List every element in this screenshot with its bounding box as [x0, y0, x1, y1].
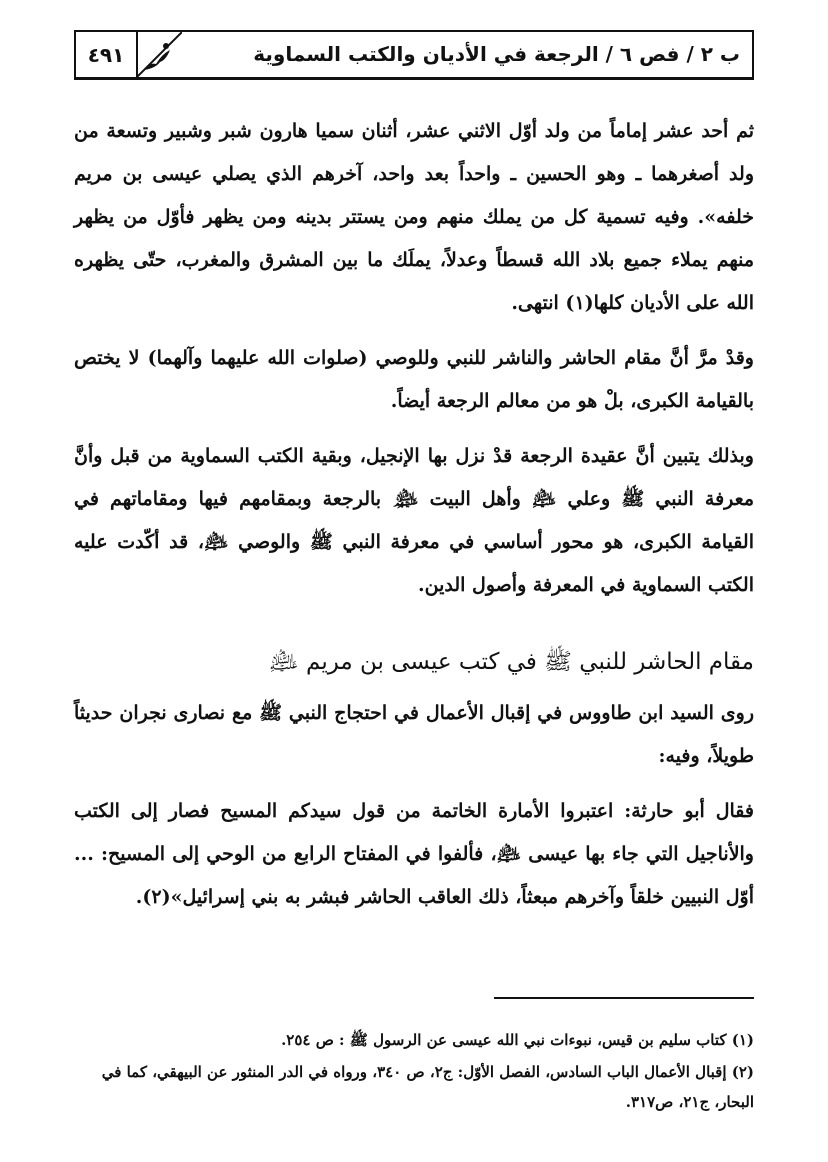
footnote: (٢) إقبال الأعمال الباب السادس، الفصل الأوّل: ج٢، ص ٣٤٠، ورواه في الدر المنثور عن البيهقي، كما في البحار، ج٢١، ص٣١٧.	[101, 1063, 754, 1111]
ornament-icon	[136, 32, 182, 78]
paragraph: فقال أبو حارثة: اعتبروا الأمارة الخاتمة من قول سيدكم المسيح فصار إلى الكتب والأناجيل التي جاء بها عيسى ﵇، فألفوا في المفتاح الرابع من الوحي إلى المسيح: ... أوّل النبيين خلقاً وآخرهم مبعثاً، ذلك العاقب الحاشر فبشر به بني إسرائيل»(٢).	[74, 800, 754, 908]
page-number: ٤٩١	[87, 42, 125, 67]
running-header	[74, 30, 754, 80]
header-title: ب ٢ / فص ٦ / الرجعة في الأديان والكتب السماوية	[253, 42, 740, 66]
footnotes	[74, 1025, 754, 1117]
footnote-separator	[494, 997, 754, 999]
footnote: (١) كتاب سليم بن قيس، نبوءات نبي الله عيسى عن الرسول ﷺ : ص ٢٥٤.	[281, 1031, 754, 1049]
paragraph: روى السيد ابن طاووس في إقبال الأعمال في احتجاج النبي ﷺ مع نصارى نجران حديثاً طويلاً، وفيه:	[74, 702, 754, 767]
section-heading: مقام الحاشر للنبي ﷺ في كتب عيسى بن مريم ﵇	[269, 649, 754, 675]
book-page	[74, 30, 754, 1119]
paragraph: ثم أحد عشر إماماً من ولد أوّل الاثني عشر، أثنان سميا هارون شبر وشبير وتسعة من ولد أصغرهما ـ وهو الحسين ـ واحداً بعد واحد، آخرهم الذي يصلي عيسى بن مريم خلفه». وفيه تسمية كل من يملك منهم ومن يستتر بدينه ومن يظهر فأوّل من يظهر منهم يملاء جميع بلاد الله قسطاً وعدلاً، يملَك ما بين المشرق والمغرب، حتّى يظهره الله على الأديان كلها(١) انتهى.	[74, 120, 754, 314]
paragraph: وبذلك يتبين أنَّ عقيدة الرجعة قدْ نزل بها الإنجيل، وبقية الكتب السماوية من قبل وأنَّ معرفة النبي ﷺ وعلي ﵇ وأهل البيت ﵈ بالرجعة وبمقامهم فيها ومقاماتهم في القيامة الكبرى، هو محور أساسي في معرفة النبي ﷺ والوصي ﵇، قد أكّدت عليه الكتب السماوية في المعرفة وأصول الدين.	[74, 445, 754, 596]
page-number-box	[76, 32, 138, 77]
main-text	[74, 110, 754, 919]
paragraph: وقدْ مرَّ أنَّ مقام الحاشر والناشر للنبي وللوصي (صلوات الله عليهما وآلهما) لا يختص بالقيامة الكبرى، بلْ هو من معالم الرجعة أيضاً.	[74, 347, 754, 412]
